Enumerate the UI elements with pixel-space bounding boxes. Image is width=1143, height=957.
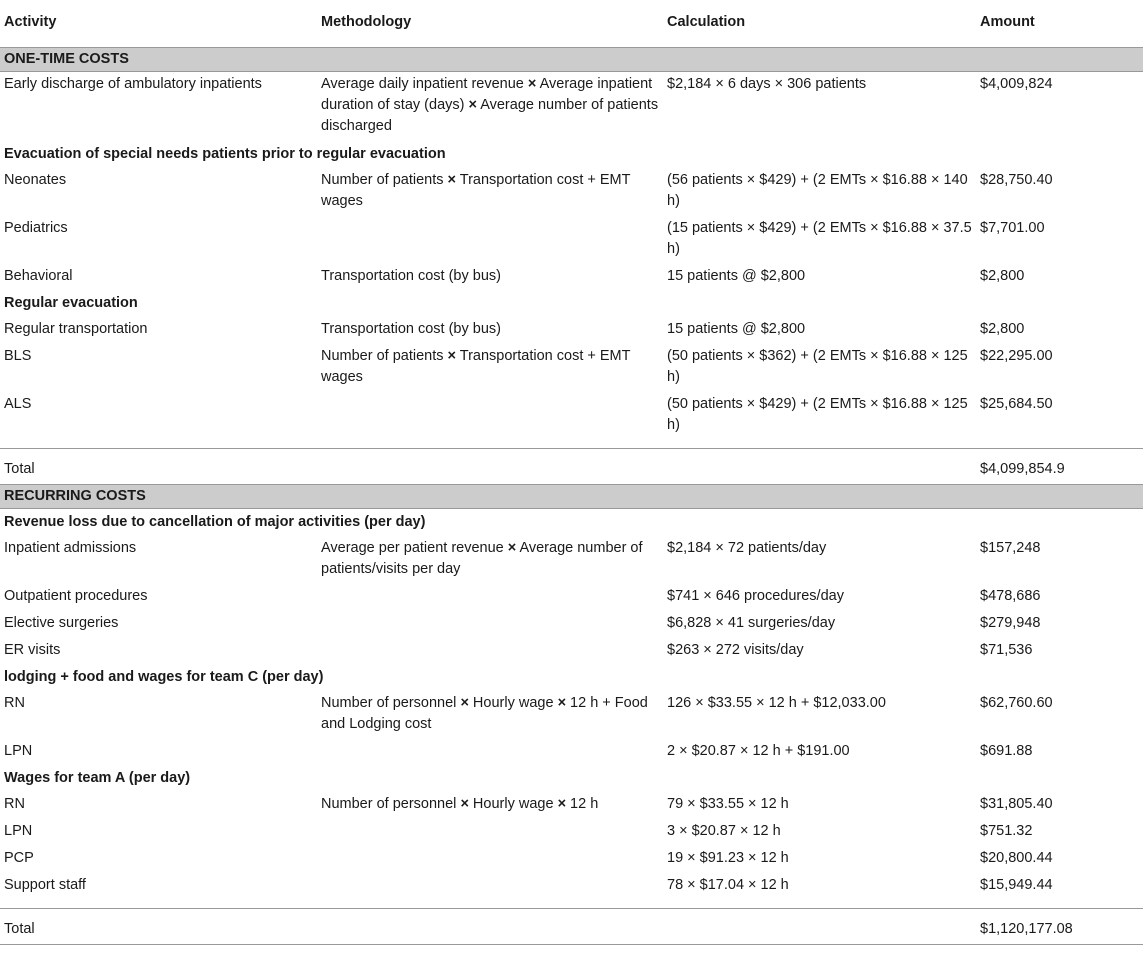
activity-cell: LPN bbox=[4, 743, 33, 759]
multiply-operator: × bbox=[557, 796, 567, 812]
header-methodology: Methodology bbox=[321, 14, 412, 30]
group-label: lodging + food and wages for team C (per day) bbox=[4, 669, 324, 685]
amount-cell: $691.88 bbox=[980, 743, 1033, 759]
header-amount: Amount bbox=[980, 14, 1035, 30]
amount-cell: $2,800 bbox=[980, 268, 1025, 284]
multiply-operator: × bbox=[557, 695, 567, 711]
table-row bbox=[0, 316, 1143, 343]
activity-cell: Neonates bbox=[4, 172, 67, 188]
amount-cell: $751.32 bbox=[980, 823, 1033, 839]
table-row bbox=[0, 791, 1143, 818]
calculation-cell: $263 × 272 visits/day bbox=[667, 642, 804, 658]
activity-cell: LPN bbox=[4, 823, 33, 839]
group-header bbox=[0, 664, 1143, 690]
calculation-cell: $2,184 × 72 patients/day bbox=[667, 540, 827, 556]
methodology-cell bbox=[317, 738, 663, 765]
group-header bbox=[0, 509, 1143, 536]
amount-cell: $15,949.44 bbox=[980, 877, 1053, 893]
table-row bbox=[0, 343, 1143, 391]
activity-cell: Inpatient admissions bbox=[4, 540, 137, 556]
methodology-cell bbox=[317, 215, 663, 263]
table-row bbox=[0, 535, 1143, 583]
amount-cell: $279,948 bbox=[980, 615, 1041, 631]
table-row bbox=[0, 845, 1143, 872]
table-row bbox=[0, 391, 1143, 449]
methodology-cell bbox=[317, 845, 663, 872]
activity-cell: PCP bbox=[4, 850, 34, 866]
group-label: Wages for team A (per day) bbox=[4, 770, 191, 786]
group-label: Revenue loss due to cancellation of major activities (per day) bbox=[4, 514, 426, 530]
methodology-cell: Transportation cost (by bus) bbox=[321, 321, 501, 337]
activity-cell: RN bbox=[4, 695, 25, 711]
calculation-cell: 79 × $33.55 × 12 h bbox=[667, 796, 789, 812]
table-row bbox=[0, 637, 1143, 664]
amount-cell: $157,248 bbox=[980, 540, 1041, 556]
methodology-cell bbox=[317, 637, 663, 664]
multiply-operator: × bbox=[507, 540, 517, 556]
multiply-operator: × bbox=[447, 172, 457, 188]
activity-cell: RN bbox=[4, 796, 25, 812]
activity-cell: Support staff bbox=[4, 877, 86, 893]
multiply-operator: × bbox=[447, 348, 457, 364]
calculation-cell: 15 patients @ $2,800 bbox=[667, 268, 806, 284]
multiply-operator: × bbox=[460, 695, 469, 711]
calculation-cell: (50 patients × $429) + (2 EMTs × $16.88 × 125 h) bbox=[667, 396, 968, 433]
methodology-cell: Average daily inpatient revenue × Average inpatient duration of stay (days) × Average number of patients discharged bbox=[321, 76, 659, 134]
activity-cell: Early discharge of ambulatory inpatients bbox=[4, 76, 262, 92]
activity-cell: ALS bbox=[4, 396, 32, 412]
amount-cell: $7,701.00 bbox=[980, 220, 1045, 236]
amount-cell: $20,800.44 bbox=[980, 850, 1053, 866]
total-row-recurring bbox=[0, 909, 1143, 945]
calculation-cell: (56 patients × $429) + (2 EMTs × $16.88 × 140 h) bbox=[667, 172, 968, 209]
calculation-cell: $741 × 646 procedures/day bbox=[667, 588, 844, 604]
calculation-cell: 78 × $17.04 × 12 h bbox=[667, 877, 789, 893]
activity-cell: Behavioral bbox=[4, 268, 73, 284]
total-amount: $4,099,854.9 bbox=[980, 461, 1065, 477]
multiply-operator: × bbox=[468, 97, 477, 113]
amount-cell: $2,800 bbox=[980, 321, 1025, 337]
section-label: ONE-TIME COSTS bbox=[0, 48, 1143, 72]
amount-cell: $478,686 bbox=[980, 588, 1041, 604]
amount-cell: $28,750.40 bbox=[980, 172, 1053, 188]
header-activity: Activity bbox=[4, 14, 57, 30]
activity-cell: Pediatrics bbox=[4, 220, 68, 236]
methodology-cell bbox=[317, 583, 663, 610]
total-label: Total bbox=[4, 461, 35, 477]
amount-cell: $22,295.00 bbox=[980, 348, 1053, 364]
methodology-cell bbox=[317, 818, 663, 845]
methodology-cell: Number of personnel × Hourly wage × 12 h + Food and Lodging cost bbox=[321, 695, 648, 732]
methodology-cell: Number of personnel × Hourly wage × 12 h bbox=[321, 796, 599, 812]
calculation-cell: 3 × $20.87 × 12 h bbox=[667, 823, 781, 839]
table-row bbox=[0, 818, 1143, 845]
methodology-cell bbox=[317, 610, 663, 637]
calculation-cell: $6,828 × 41 surgeries/day bbox=[667, 615, 836, 631]
calculation-cell: 15 patients @ $2,800 bbox=[667, 321, 806, 337]
methodology-cell: Number of patients × Transportation cost + EMT wages bbox=[321, 348, 631, 385]
group-label: Regular evacuation bbox=[4, 295, 138, 311]
table-row bbox=[0, 872, 1143, 909]
amount-cell: $4,009,824 bbox=[980, 76, 1053, 92]
section-header-one-time bbox=[0, 48, 1143, 72]
multiply-operator: × bbox=[527, 76, 537, 92]
section-header-recurring bbox=[0, 485, 1143, 509]
calculation-cell: 126 × $33.55 × 12 h + $12,033.00 bbox=[667, 695, 886, 711]
total-label: Total bbox=[4, 921, 35, 937]
table-row bbox=[0, 215, 1143, 263]
table-row bbox=[0, 167, 1143, 215]
amount-cell: $62,760.60 bbox=[980, 695, 1053, 711]
group-header bbox=[0, 290, 1143, 316]
amount-cell: $25,684.50 bbox=[980, 396, 1053, 412]
total-amount: $1,120,177.08 bbox=[980, 921, 1073, 937]
activity-cell: Regular transportation bbox=[4, 321, 148, 337]
calculation-cell: 19 × $91.23 × 12 h bbox=[667, 850, 789, 866]
calculation-cell: $2,184 × 6 days × 306 patients bbox=[667, 76, 867, 92]
activity-cell: BLS bbox=[4, 348, 32, 364]
methodology-cell: Number of patients × Transportation cost + EMT wages bbox=[321, 172, 631, 209]
header-row bbox=[0, 0, 1143, 48]
table-row bbox=[0, 583, 1143, 610]
group-header bbox=[0, 141, 1143, 167]
calculation-cell: (15 patients × $429) + (2 EMTs × $16.88 × 37.5 h) bbox=[667, 220, 972, 257]
total-row-one-time bbox=[0, 449, 1143, 485]
group-header bbox=[0, 765, 1143, 791]
table-row bbox=[0, 263, 1143, 290]
calculation-cell: (50 patients × $362) + (2 EMTs × $16.88 × 125 h) bbox=[667, 348, 968, 385]
multiply-operator: × bbox=[460, 796, 469, 812]
amount-cell: $71,536 bbox=[980, 642, 1033, 658]
methodology-cell: Average per patient revenue × Average number of patients/visits per day bbox=[321, 540, 643, 577]
activity-cell: ER visits bbox=[4, 642, 61, 658]
activity-cell: Elective surgeries bbox=[4, 615, 119, 631]
group-label: Evacuation of special needs patients prior to regular evacuation bbox=[4, 146, 446, 162]
activity-cell: Outpatient procedures bbox=[4, 588, 148, 604]
table-row bbox=[0, 690, 1143, 738]
methodology-cell bbox=[317, 391, 663, 449]
table-row bbox=[0, 610, 1143, 637]
calculation-cell: 2 × $20.87 × 12 h + $191.00 bbox=[667, 743, 850, 759]
methodology-cell: Transportation cost (by bus) bbox=[321, 268, 501, 284]
header-calculation: Calculation bbox=[667, 14, 746, 30]
section-label: RECURRING COSTS bbox=[0, 485, 1143, 509]
table-row bbox=[0, 738, 1143, 765]
table-row bbox=[0, 72, 1143, 142]
methodology-cell bbox=[317, 872, 663, 909]
amount-cell: $31,805.40 bbox=[980, 796, 1053, 812]
